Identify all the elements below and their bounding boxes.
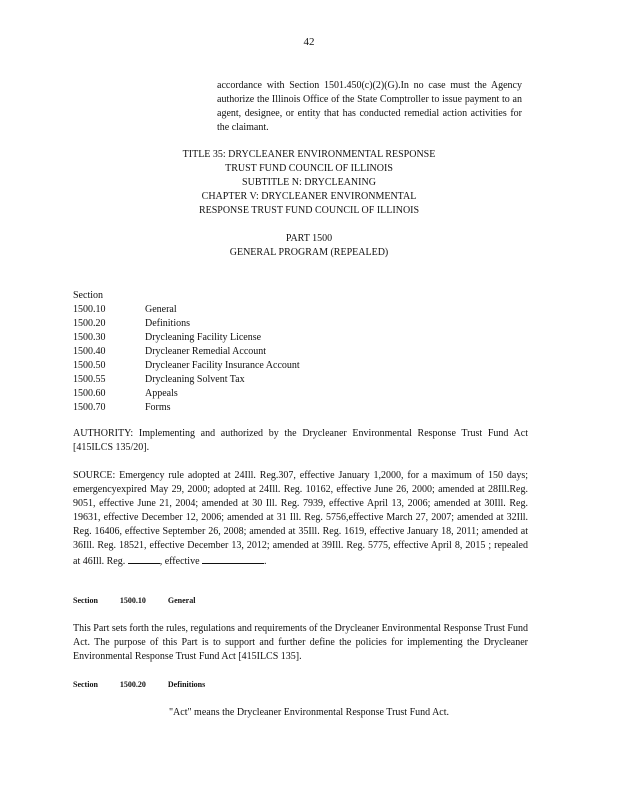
source-between: , effective	[159, 556, 200, 567]
section-label: Section	[73, 680, 98, 689]
toc-row	[73, 387, 300, 401]
title-heading	[0, 148, 618, 218]
toc-section-title: Definitions	[145, 318, 190, 329]
section-table-of-contents	[73, 289, 300, 415]
section-heading-definitions	[73, 680, 227, 689]
section-title: General	[167, 596, 196, 605]
toc-section-title: Forms	[145, 402, 171, 413]
toc-row	[73, 401, 300, 415]
blank-underline	[128, 553, 160, 564]
section-general-body: This Part sets forth the rules, regulations and requirements of the Drycleaner Environmental Response Trust Fund Act. The purpose of this Part is to support and further define the policies for implementing the Drycleaner Environmental Response Trust Fund Act [415ILCS 135].	[73, 623, 528, 662]
title-line: TRUST FUND COUNCIL OF ILLINOIS	[225, 163, 393, 174]
section-heading-general	[73, 596, 217, 605]
toc-section-title: Drycleaner Remedial Account	[145, 346, 267, 357]
toc-section-number: 1500.30	[73, 332, 106, 343]
toc-section-title: Drycleaning Solvent Tax	[145, 374, 245, 385]
toc-row	[73, 345, 300, 359]
toc-row	[73, 331, 300, 345]
toc-section-number: 1500.20	[73, 318, 106, 329]
section-number: 1500.20	[119, 680, 146, 689]
toc-section-number: 1500.60	[73, 388, 106, 399]
part-title: GENERAL PROGRAM (REPEALED)	[229, 247, 389, 258]
toc-section-title: Drycleaning Facility License	[145, 332, 262, 343]
blank-underline	[202, 553, 264, 564]
toc-row	[73, 373, 300, 387]
toc-section-number: 1500.55	[73, 374, 106, 385]
part-heading	[0, 232, 618, 260]
section-number: 1500.10	[119, 596, 146, 605]
carryover-paragraph: accordance with Section 1501.450(c)(2)(G).In no case must the Agency authorize the Illinois Office of the State Comptroller to issue payment to an agent, designee, or entity that has conducted remedial action activities for the claimant.	[217, 80, 522, 133]
toc-section-title: General	[145, 304, 177, 315]
part-number: PART 1500	[285, 233, 333, 244]
toc-row	[73, 317, 300, 331]
chapter-line: CHAPTER V: DRYCLEANER ENVIRONMENTAL	[201, 191, 417, 202]
section-title: Definitions	[167, 680, 206, 689]
toc-section-number: 1500.40	[73, 346, 106, 357]
authority-note: AUTHORITY: Implementing and authorized by the Drycleaner Environmental Response Trust Fund Act [415ILCS 135/20].	[73, 428, 528, 453]
chapter-line: RESPONSE TRUST FUND COUNCIL OF ILLINOIS	[198, 205, 420, 216]
toc-section-title: Appeals	[145, 388, 178, 399]
toc-row	[73, 303, 300, 317]
toc-section-number: 1500.50	[73, 360, 106, 371]
source-end: .	[264, 556, 267, 567]
section-label: Section	[73, 596, 98, 605]
toc-section-title: Drycleaner Facility Insurance Account	[145, 360, 300, 371]
toc-row	[73, 359, 300, 373]
toc-section-number: 1500.10	[73, 304, 106, 315]
title-line: TITLE 35: DRYCLEANER ENVIRONMENTAL RESPONSE	[182, 149, 436, 160]
toc-heading: Section	[73, 290, 103, 301]
toc-section-number: 1500.70	[73, 402, 106, 413]
subtitle-line: SUBTITLE N: DRYCLEANING	[242, 177, 376, 188]
source-note	[73, 469, 528, 569]
definition-act: "Act" means the Drycleaner Environmental Response Trust Fund Act.	[168, 707, 450, 718]
page-number: 42	[303, 36, 315, 48]
source-text: SOURCE: Emergency rule adopted at 24Ill. Reg.307, effective January 1,2000, for a maximum of 150 days; emergencyexpired May 29, 2000; adopted at 24Ill. Reg. 10162, effective June 26, 2000; amended at 28Ill.Reg. 9051, effective June 21, 2004; amended at 30 Ill. Reg. 7939, effective April 13, 2006; amended at 30Ill. Reg. 19631, effective December 12, 2006; amended at 31 Ill. Reg. 5756,effective March 27, 2007; amended at 32Ill. Reg. 16406, effective September 26, 2008; amended at 35Ill. Reg. 1619, effective January 18, 2011; amended at 36Ill. Reg. 18521, effective December 13, 2012; amended at 39Ill. Reg. 5775, effective April 8, 2015 ; repealed at 46Ill. Reg.	[73, 470, 528, 567]
